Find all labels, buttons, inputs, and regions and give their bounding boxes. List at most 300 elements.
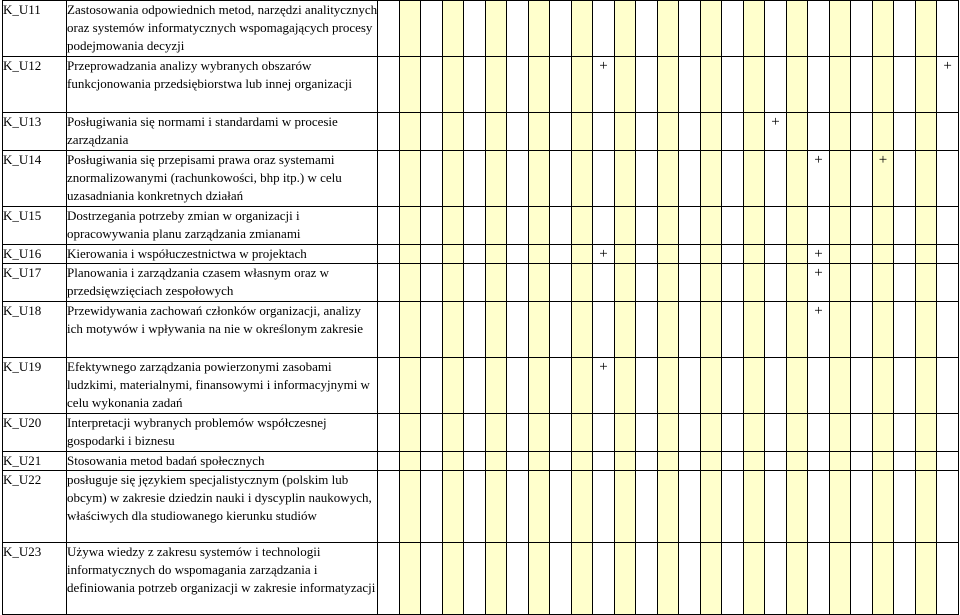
empty-cell <box>808 543 830 615</box>
empty-cell <box>507 471 529 543</box>
empty-cell <box>937 113 959 151</box>
empty-cell <box>937 543 959 615</box>
empty-cell <box>657 302 679 358</box>
empty-cell <box>786 57 808 113</box>
outcome-code: K_U14 <box>3 151 67 207</box>
table-row <box>3 452 959 471</box>
empty-cell <box>851 57 873 113</box>
empty-cell <box>743 1 765 57</box>
outcome-description: Kierowania i współuczestnictwa w projektach <box>67 245 378 264</box>
empty-cell <box>829 358 851 414</box>
empty-cell <box>636 113 658 151</box>
empty-cell <box>851 113 873 151</box>
empty-cell <box>593 302 615 358</box>
empty-cell <box>851 151 873 207</box>
empty-cell <box>421 452 443 471</box>
empty-cell <box>700 358 722 414</box>
empty-cell <box>464 471 486 543</box>
empty-cell <box>464 358 486 414</box>
empty-cell <box>378 264 400 302</box>
empty-cell <box>657 452 679 471</box>
empty-cell <box>829 302 851 358</box>
empty-cell <box>894 543 916 615</box>
empty-cell <box>765 151 787 207</box>
empty-cell <box>743 452 765 471</box>
empty-cell <box>528 264 550 302</box>
empty-cell <box>743 151 765 207</box>
empty-cell <box>378 471 400 543</box>
empty-cell <box>442 358 464 414</box>
empty-cell <box>915 414 937 452</box>
empty-cell <box>528 471 550 543</box>
empty-cell <box>442 151 464 207</box>
empty-cell <box>722 207 744 245</box>
empty-cell <box>614 151 636 207</box>
outcome-description: Używa wiedzy z zakresu systemów i technologii informatycznych do wspomagania zarządzania i definiowania potrzeb organizacji w zakresie informatyzacji <box>67 543 378 615</box>
table-row <box>3 264 959 302</box>
empty-cell <box>442 1 464 57</box>
empty-cell <box>786 151 808 207</box>
empty-cell <box>872 207 894 245</box>
table-row <box>3 358 959 414</box>
empty-cell <box>657 414 679 452</box>
outcome-code: K_U20 <box>3 414 67 452</box>
empty-cell <box>894 452 916 471</box>
empty-cell <box>808 57 830 113</box>
empty-cell <box>700 207 722 245</box>
empty-cell <box>894 1 916 57</box>
empty-cell <box>700 452 722 471</box>
empty-cell <box>421 1 443 57</box>
empty-cell <box>657 264 679 302</box>
empty-cell <box>937 358 959 414</box>
empty-cell <box>378 543 400 615</box>
empty-cell <box>915 1 937 57</box>
empty-cell <box>507 414 529 452</box>
empty-cell <box>636 57 658 113</box>
outcome-description: Posługiwania się normami i standardami w procesie zarządzania <box>67 113 378 151</box>
empty-cell <box>765 1 787 57</box>
empty-cell <box>722 414 744 452</box>
empty-cell <box>786 264 808 302</box>
empty-cell <box>937 245 959 264</box>
empty-cell <box>808 113 830 151</box>
empty-cell <box>786 452 808 471</box>
empty-cell <box>636 302 658 358</box>
empty-cell <box>937 264 959 302</box>
empty-cell <box>915 543 937 615</box>
empty-cell <box>571 151 593 207</box>
empty-cell <box>765 57 787 113</box>
empty-cell <box>399 358 421 414</box>
empty-cell <box>614 452 636 471</box>
empty-cell <box>507 113 529 151</box>
outcome-code: K_U15 <box>3 207 67 245</box>
empty-cell <box>378 302 400 358</box>
table-row <box>3 57 959 113</box>
empty-cell <box>915 57 937 113</box>
empty-cell <box>700 302 722 358</box>
empty-cell <box>765 245 787 264</box>
empty-cell <box>507 151 529 207</box>
empty-cell <box>421 302 443 358</box>
table-row <box>3 471 959 543</box>
empty-cell <box>528 207 550 245</box>
empty-cell <box>937 207 959 245</box>
empty-cell <box>808 414 830 452</box>
empty-cell <box>894 414 916 452</box>
empty-cell <box>829 264 851 302</box>
empty-cell <box>722 245 744 264</box>
empty-cell <box>700 414 722 452</box>
empty-cell <box>528 302 550 358</box>
empty-cell <box>421 245 443 264</box>
empty-cell <box>829 57 851 113</box>
empty-cell <box>507 358 529 414</box>
empty-cell <box>507 302 529 358</box>
empty-cell <box>765 264 787 302</box>
empty-cell <box>399 113 421 151</box>
learning-outcomes-table <box>2 0 959 615</box>
empty-cell <box>507 452 529 471</box>
empty-cell <box>464 245 486 264</box>
empty-cell <box>464 264 486 302</box>
empty-cell <box>786 302 808 358</box>
empty-cell <box>872 471 894 543</box>
empty-cell <box>421 57 443 113</box>
empty-cell <box>378 57 400 113</box>
empty-cell <box>550 543 572 615</box>
empty-cell <box>399 302 421 358</box>
empty-cell <box>722 358 744 414</box>
empty-cell <box>593 151 615 207</box>
table-row <box>3 113 959 151</box>
outcome-code: K_U16 <box>3 245 67 264</box>
empty-cell <box>679 358 701 414</box>
empty-cell <box>485 414 507 452</box>
empty-cell <box>421 151 443 207</box>
empty-cell <box>657 245 679 264</box>
empty-cell <box>851 1 873 57</box>
outcome-description: Zastosowania odpowiednich metod, narzędzi analitycznych oraz systemów informatycznych wspomagających procesy podejmowania decyzji <box>67 1 378 57</box>
empty-cell <box>507 543 529 615</box>
empty-cell <box>464 151 486 207</box>
empty-cell <box>937 302 959 358</box>
empty-cell <box>657 57 679 113</box>
empty-cell <box>872 452 894 471</box>
empty-cell <box>399 543 421 615</box>
empty-cell <box>808 358 830 414</box>
empty-cell <box>464 302 486 358</box>
empty-cell <box>894 302 916 358</box>
empty-cell <box>528 358 550 414</box>
empty-cell <box>700 1 722 57</box>
empty-cell <box>507 1 529 57</box>
empty-cell <box>722 1 744 57</box>
empty-cell <box>894 264 916 302</box>
empty-cell <box>679 264 701 302</box>
outcome-code: K_U23 <box>3 543 67 615</box>
empty-cell <box>743 543 765 615</box>
plus-mark: + <box>765 113 787 151</box>
empty-cell <box>528 1 550 57</box>
empty-cell <box>485 151 507 207</box>
empty-cell <box>829 207 851 245</box>
empty-cell <box>421 543 443 615</box>
empty-cell <box>399 1 421 57</box>
empty-cell <box>679 207 701 245</box>
empty-cell <box>636 358 658 414</box>
empty-cell <box>378 151 400 207</box>
table-row <box>3 207 959 245</box>
empty-cell <box>571 471 593 543</box>
empty-cell <box>722 452 744 471</box>
empty-cell <box>915 245 937 264</box>
empty-cell <box>614 264 636 302</box>
empty-cell <box>550 245 572 264</box>
empty-cell <box>421 113 443 151</box>
empty-cell <box>636 452 658 471</box>
plus-mark: + <box>872 151 894 207</box>
empty-cell <box>679 1 701 57</box>
empty-cell <box>937 471 959 543</box>
empty-cell <box>485 452 507 471</box>
empty-cell <box>571 302 593 358</box>
empty-cell <box>614 57 636 113</box>
empty-cell <box>829 1 851 57</box>
empty-cell <box>894 57 916 113</box>
empty-cell <box>399 151 421 207</box>
empty-cell <box>399 245 421 264</box>
outcome-description: posługuje się językiem specjalistycznym (polskim lub obcym) w zakresie dziedzin nauki i dyscyplin naukowych, właściwych dla studiowanego kierunku studiów <box>67 471 378 543</box>
empty-cell <box>442 245 464 264</box>
empty-cell <box>614 207 636 245</box>
outcome-description: Planowania i zarządzania czasem własnym oraz w przedsięwzięciach zespołowych <box>67 264 378 302</box>
outcome-code: K_U19 <box>3 358 67 414</box>
empty-cell <box>442 113 464 151</box>
empty-cell <box>851 302 873 358</box>
empty-cell <box>550 113 572 151</box>
empty-cell <box>507 245 529 264</box>
empty-cell <box>937 1 959 57</box>
empty-cell <box>571 358 593 414</box>
empty-cell <box>485 471 507 543</box>
empty-cell <box>679 471 701 543</box>
empty-cell <box>894 358 916 414</box>
empty-cell <box>593 452 615 471</box>
empty-cell <box>421 414 443 452</box>
empty-cell <box>937 151 959 207</box>
empty-cell <box>614 471 636 543</box>
empty-cell <box>442 57 464 113</box>
empty-cell <box>786 1 808 57</box>
outcome-code: K_U21 <box>3 452 67 471</box>
empty-cell <box>636 207 658 245</box>
outcome-code: K_U12 <box>3 57 67 113</box>
empty-cell <box>464 414 486 452</box>
empty-cell <box>829 414 851 452</box>
empty-cell <box>550 207 572 245</box>
empty-cell <box>614 543 636 615</box>
empty-cell <box>657 543 679 615</box>
empty-cell <box>571 57 593 113</box>
empty-cell <box>700 151 722 207</box>
empty-cell <box>593 207 615 245</box>
empty-cell <box>786 245 808 264</box>
empty-cell <box>872 1 894 57</box>
empty-cell <box>765 302 787 358</box>
empty-cell <box>421 471 443 543</box>
empty-cell <box>743 471 765 543</box>
outcome-code: K_U18 <box>3 302 67 358</box>
empty-cell <box>550 358 572 414</box>
empty-cell <box>550 264 572 302</box>
empty-cell <box>722 471 744 543</box>
empty-cell <box>399 264 421 302</box>
empty-cell <box>851 264 873 302</box>
empty-cell <box>829 245 851 264</box>
empty-cell <box>829 113 851 151</box>
empty-cell <box>679 543 701 615</box>
empty-cell <box>657 1 679 57</box>
empty-cell <box>528 57 550 113</box>
empty-cell <box>722 57 744 113</box>
empty-cell <box>636 1 658 57</box>
empty-cell <box>829 151 851 207</box>
empty-cell <box>915 264 937 302</box>
empty-cell <box>894 113 916 151</box>
empty-cell <box>485 302 507 358</box>
empty-cell <box>399 414 421 452</box>
empty-cell <box>679 151 701 207</box>
empty-cell <box>550 1 572 57</box>
empty-cell <box>528 452 550 471</box>
empty-cell <box>464 57 486 113</box>
empty-cell <box>872 543 894 615</box>
empty-cell <box>894 151 916 207</box>
empty-cell <box>571 452 593 471</box>
empty-cell <box>464 452 486 471</box>
empty-cell <box>851 414 873 452</box>
empty-cell <box>872 57 894 113</box>
plus-mark: + <box>937 57 959 113</box>
empty-cell <box>442 414 464 452</box>
empty-cell <box>700 113 722 151</box>
empty-cell <box>593 113 615 151</box>
table-row <box>3 151 959 207</box>
empty-cell <box>915 471 937 543</box>
plus-mark: + <box>808 302 830 358</box>
empty-cell <box>679 452 701 471</box>
empty-cell <box>937 414 959 452</box>
empty-cell <box>657 471 679 543</box>
empty-cell <box>636 264 658 302</box>
empty-cell <box>464 207 486 245</box>
plus-mark: + <box>593 245 615 264</box>
empty-cell <box>378 245 400 264</box>
empty-cell <box>915 151 937 207</box>
empty-cell <box>485 543 507 615</box>
empty-cell <box>679 414 701 452</box>
empty-cell <box>700 264 722 302</box>
empty-cell <box>507 57 529 113</box>
empty-cell <box>614 358 636 414</box>
empty-cell <box>872 113 894 151</box>
empty-cell <box>528 245 550 264</box>
empty-cell <box>614 1 636 57</box>
empty-cell <box>722 543 744 615</box>
plus-mark: + <box>593 358 615 414</box>
empty-cell <box>421 264 443 302</box>
empty-cell <box>528 414 550 452</box>
empty-cell <box>657 207 679 245</box>
empty-cell <box>808 1 830 57</box>
empty-cell <box>851 358 873 414</box>
plus-mark: + <box>808 245 830 264</box>
empty-cell <box>872 414 894 452</box>
empty-cell <box>636 151 658 207</box>
outcome-description: Stosowania metod badań społecznych <box>67 452 378 471</box>
empty-cell <box>507 264 529 302</box>
empty-cell <box>399 452 421 471</box>
empty-cell <box>571 207 593 245</box>
empty-cell <box>829 452 851 471</box>
empty-cell <box>571 1 593 57</box>
plus-mark: + <box>808 151 830 207</box>
empty-cell <box>614 414 636 452</box>
table-row <box>3 302 959 358</box>
empty-cell <box>679 302 701 358</box>
empty-cell <box>743 57 765 113</box>
empty-cell <box>722 113 744 151</box>
empty-cell <box>743 358 765 414</box>
empty-cell <box>786 543 808 615</box>
empty-cell <box>593 1 615 57</box>
empty-cell <box>679 245 701 264</box>
empty-cell <box>464 1 486 57</box>
empty-cell <box>722 151 744 207</box>
empty-cell <box>937 452 959 471</box>
empty-cell <box>378 207 400 245</box>
plus-mark: + <box>593 57 615 113</box>
empty-cell <box>614 113 636 151</box>
empty-cell <box>808 471 830 543</box>
empty-cell <box>851 543 873 615</box>
table-row <box>3 1 959 57</box>
empty-cell <box>894 471 916 543</box>
empty-cell <box>743 264 765 302</box>
empty-cell <box>593 264 615 302</box>
empty-cell <box>593 471 615 543</box>
empty-cell <box>485 1 507 57</box>
empty-cell <box>442 543 464 615</box>
empty-cell <box>829 543 851 615</box>
empty-cell <box>829 471 851 543</box>
empty-cell <box>657 113 679 151</box>
empty-cell <box>485 264 507 302</box>
empty-cell <box>894 207 916 245</box>
empty-cell <box>485 57 507 113</box>
empty-cell <box>743 245 765 264</box>
empty-cell <box>915 113 937 151</box>
empty-cell <box>786 471 808 543</box>
empty-cell <box>442 207 464 245</box>
table-row <box>3 414 959 452</box>
empty-cell <box>614 302 636 358</box>
empty-cell <box>765 207 787 245</box>
empty-cell <box>636 414 658 452</box>
empty-cell <box>657 358 679 414</box>
